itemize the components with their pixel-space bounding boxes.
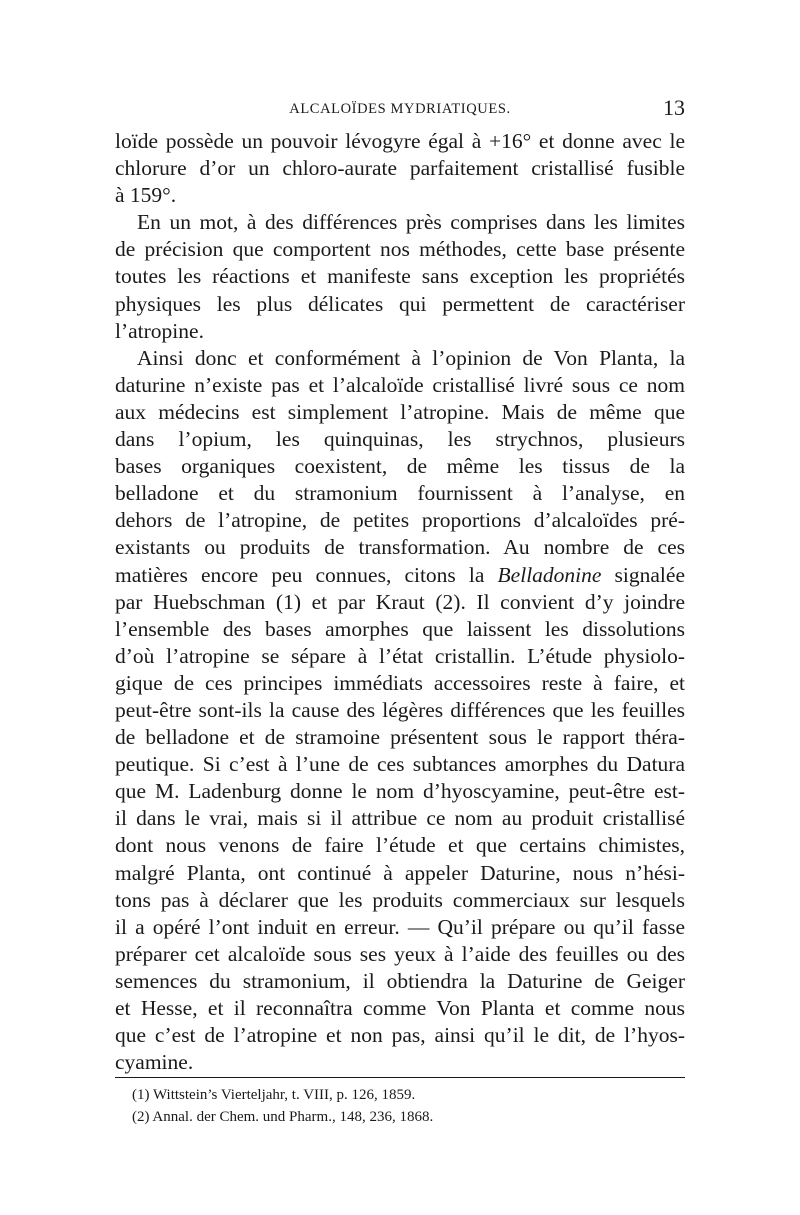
text-line: dans l’opium, les quinquinas, les strychnos, plusieurs [115,427,685,452]
text-segment: matières encore peu connues, citons la [115,562,498,587]
footnote: (2) Annal. der Chem. und Pharm., 148, 236, 1868. [132,1109,434,1125]
text-line: à 159°. [115,183,177,208]
text-line: bases organiques coexistent, de même les tissus de la [115,454,685,479]
text-line: toutes les réactions et manifeste sans exception les propriétés [115,264,685,289]
text-line: daturine n’existe pas et l’alcaloïde cristallisé livré sous ce nom [115,372,685,397]
text-line: aux médecins est simplement l’atropine. Mais de même que [115,399,685,424]
text-line: que M. Ladenburg donne le nom d’hyoscyamine, peut-être est- [115,779,685,804]
text-line: d’où l’atropine se sépare à l’état cristallin. L’étude physiolo- [115,643,685,668]
text-line: semences du stramonium, il obtiendra la Daturine de Geiger [115,968,685,993]
text-line: de belladone et de stramoine présentent sous le rapport théra- [115,725,685,750]
text-line: En un mot, à des différences près comprises dans les limites [137,210,685,235]
text-line: de précision que comportent nos méthodes, cette base présente [115,237,685,262]
italic-term: Belladonine [497,562,602,587]
text-line: par Huebschman (1) et par Kraut (2). Il convient d’y joindre [115,589,685,614]
text-line: que c’est de l’atropine et non pas, ainsi qu’il le dit, de l’hyos- [115,1023,685,1048]
text-line: préparer cet alcaloïde sous ses yeux à l’aide des feuilles ou des [115,941,685,966]
running-title: ALCALOÏDES MYDRIATIQUES. [289,101,511,117]
text-line: chlorure d’or un chloro-aurate parfaitement cristallisé fusible [115,156,685,181]
footnotes [132,1084,682,1128]
text-line: existants ou produits de transformation. Au nombre de ces [115,535,685,560]
text-line: dehors de l’atropine, de petites proportions d’alcaloïdes pré- [115,508,685,533]
text-line: malgré Planta, ont continué à appeler Daturine, nous n’hési- [115,860,685,885]
text-line: belladone et du stramonium fournissent à l’analyse, en [115,481,685,506]
text-line: gique de ces principes immédiats accessoires reste à faire, et [115,670,685,695]
text-line: peutique. Si c’est à l’une de ces subtances amorphes du Datura [115,752,685,777]
running-head [115,95,685,125]
text-line: Ainsi donc et conformément à l’opinion de Von Planta, la [137,345,685,370]
text-line: cyamine. [115,1050,194,1075]
text-line: l’ensemble des bases amorphes que laissent les dissolutions [115,616,685,641]
text-line: physiques les plus délicates qui permettent de caractériser [115,291,685,316]
text-line: l’atropine. [115,318,204,343]
text-line: et Hesse, et il reconnaîtra comme Von Planta et comme nous [115,996,685,1020]
footnote-rule [115,1077,685,1078]
text-line: il dans le vrai, mais si il attribue ce nom au produit cristallisé [115,806,685,831]
text-line: il a opéré l’ont induit en erreur. — Qu’il prépare ou qu’il fasse [115,914,685,939]
text-line: tons pas à déclarer que les produits commerciaux sur lesquels [115,887,685,912]
footnote: (1) Wittstein’s Vierteljahr, t. VIII, p. 126, 1859. [132,1087,416,1103]
text-line: peut-être sont-ils la cause des légères différences que les feuilles [115,697,685,722]
body-text [115,128,685,1076]
text-line: dont nous venons de faire l’étude et que certains chimistes, [115,833,685,858]
text-segment: signalée [601,562,685,587]
text-line [115,562,685,589]
page-number: 13 [663,95,685,120]
text-line: loïde possède un pouvoir lévogyre égal à +16° et donne avec le [115,129,685,153]
